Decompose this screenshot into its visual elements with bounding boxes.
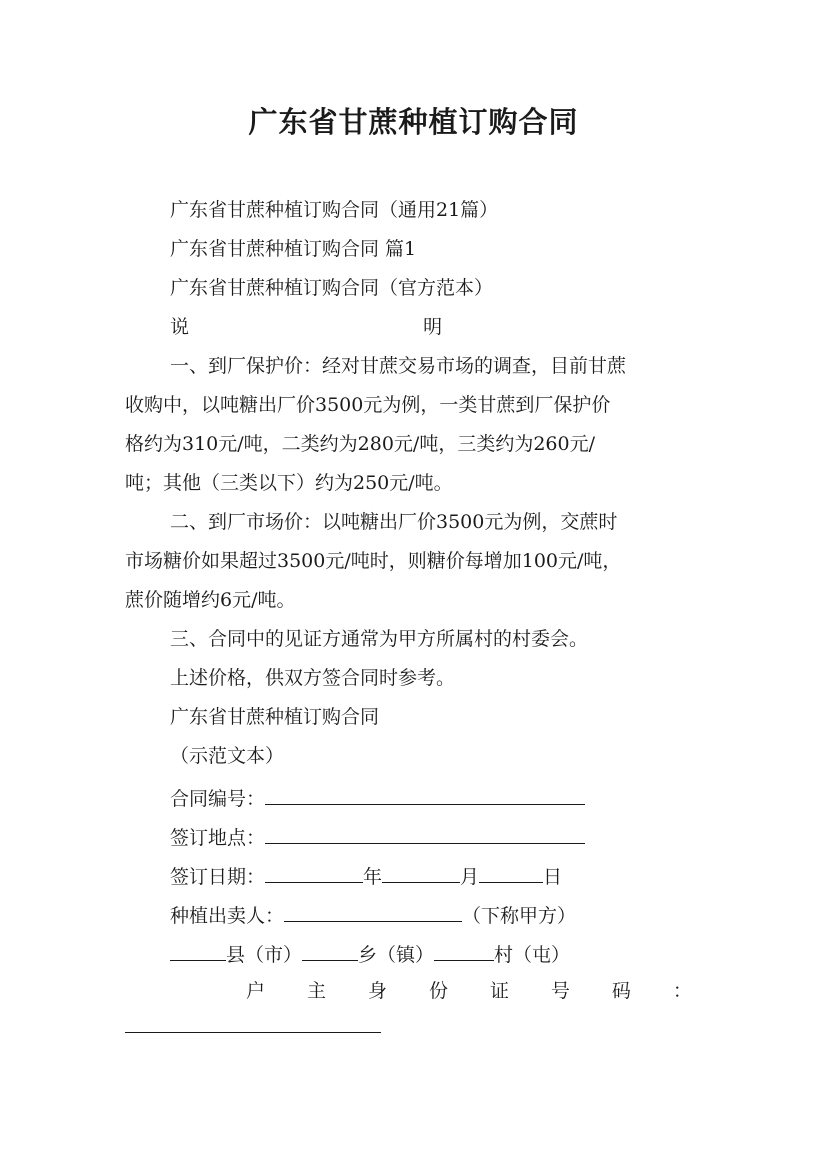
month-label: 月 xyxy=(460,866,480,888)
village-label: 村（屯） xyxy=(494,944,571,966)
village-blank[interactable] xyxy=(434,940,494,961)
contract-number-row xyxy=(170,784,710,811)
sign-place-label: 签订地点： xyxy=(170,827,266,849)
paragraph-line: 广东省甘蔗种植订购合同（官方范本） xyxy=(170,277,494,299)
paragraph-line: 吨；其他（三类以下）约为250元/吨。 xyxy=(125,472,453,494)
sign-date-label: 签订日期： xyxy=(170,866,266,888)
id-char: 号 xyxy=(550,980,570,1002)
paragraph-line: 市场糖价如果超过3500元/吨时，则糖价每增加100元/吨， xyxy=(125,550,622,572)
paragraph-line: 收购中，以吨糖出厂价3500元为例，一类甘蔗到厂保护价 xyxy=(125,394,611,416)
day-label: 日 xyxy=(543,866,563,888)
county-blank[interactable] xyxy=(170,940,226,961)
seller-blank[interactable] xyxy=(284,901,462,922)
sign-place-blank[interactable] xyxy=(265,823,585,844)
town-blank[interactable] xyxy=(302,940,358,961)
seller-label: 种植出卖人： xyxy=(170,905,285,927)
id-char: 户 xyxy=(246,980,266,1002)
id-number-blank[interactable] xyxy=(125,1012,381,1033)
year-label: 年 xyxy=(363,866,383,888)
sign-place-row xyxy=(170,823,710,850)
paragraph-line: 广东省甘蔗种植订购合同（通用21篇） xyxy=(170,199,499,221)
seller-suffix: （下称甲方） xyxy=(462,905,577,927)
id-char: 证 xyxy=(489,980,509,1002)
id-char: ： xyxy=(672,980,692,1002)
seller-row xyxy=(170,901,710,928)
heading-char: 说 xyxy=(170,316,190,338)
id-number-row xyxy=(246,979,692,1003)
id-char: 身 xyxy=(367,980,387,1002)
section-heading-explanation xyxy=(170,315,710,339)
town-label: 乡（镇） xyxy=(358,944,435,966)
paragraph-line: 二、到厂市场价：以吨糖出厂价3500元为例，交蔗时 xyxy=(170,511,618,533)
heading-char: 明 xyxy=(423,316,443,338)
paragraph-line: 蔗价随增约6元/吨。 xyxy=(125,589,296,611)
id-char: 份 xyxy=(428,980,448,1002)
paragraph-line: 三、合同中的见证方通常为甲方所属村的村委会。 xyxy=(170,628,589,650)
document-title: 广东省甘蔗种植订购合同 xyxy=(248,105,579,139)
day-blank[interactable] xyxy=(479,862,543,883)
paragraph-line: 一、到厂保护价：经对甘蔗交易市场的调查，目前甘蔗 xyxy=(170,355,627,377)
contract-number-blank[interactable] xyxy=(265,784,585,805)
paragraph-line: 上述价格，供双方签合同时参考。 xyxy=(170,667,456,689)
year-blank[interactable] xyxy=(265,862,363,883)
paragraph-line: 格约为310元/吨，二类约为280元/吨，三类约为260元/ xyxy=(125,433,596,455)
county-label: 县（市） xyxy=(226,944,303,966)
address-row xyxy=(170,940,710,967)
paragraph-line: 广东省甘蔗种植订购合同 xyxy=(170,706,380,728)
sign-date-row xyxy=(170,862,710,889)
id-char: 主 xyxy=(306,980,326,1002)
paragraph-line: （示范文本） xyxy=(170,745,285,767)
id-char: 码 xyxy=(611,980,631,1002)
contract-number-label: 合同编号： xyxy=(170,788,266,810)
month-blank[interactable] xyxy=(382,862,460,883)
paragraph-line: 广东省甘蔗种植订购合同 篇1 xyxy=(170,238,417,260)
id-number-blank-row xyxy=(125,1012,710,1039)
